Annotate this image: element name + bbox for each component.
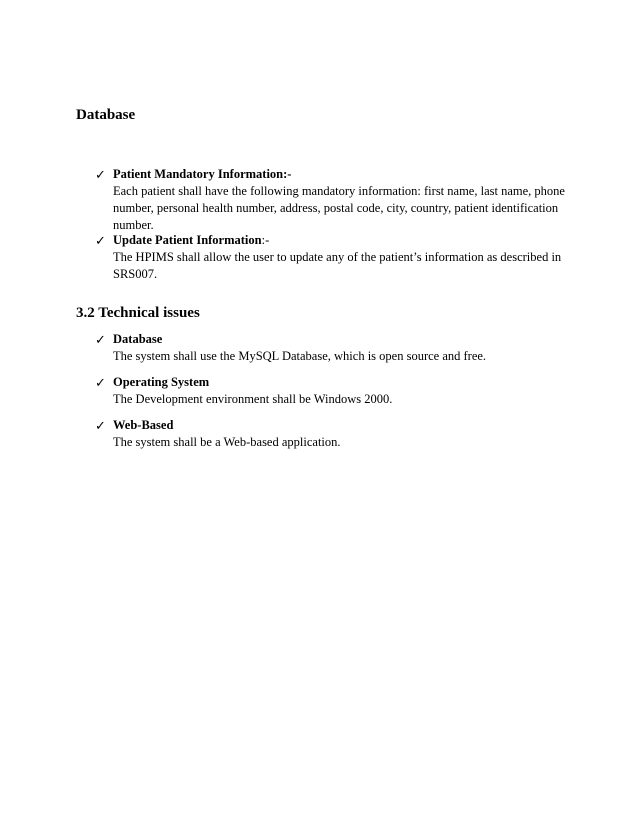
technical-issues-heading: 3.2 Technical issues: [76, 305, 200, 321]
list-item-title-suffix: :-: [261, 233, 270, 247]
list-item-title: Operating System: [113, 375, 210, 389]
checkmark-icon: ✓: [95, 332, 106, 347]
checkmark-icon: ✓: [95, 375, 106, 390]
list-item-description: Each patient shall have the following mandatory information: first name, last name, phone number, personal health number, address, postal code, city, country, patient identification number.: [113, 184, 565, 232]
list-item-body: [113, 331, 575, 365]
list-item-web-based: [95, 417, 575, 451]
list-item-body: [113, 232, 575, 283]
list-item-description: The system shall be a Web-based application.: [113, 435, 341, 449]
list-item-description: The HPIMS shall allow the user to update any of the patient’s information as described in SRS007.: [113, 250, 562, 281]
checkmark-icon: ✓: [95, 167, 106, 182]
list-item-title: Update Patient Information: [113, 233, 262, 247]
checkmark-icon: ✓: [95, 233, 106, 248]
checkmark-icon: ✓: [95, 418, 106, 433]
list-item-operating-system: [95, 374, 575, 408]
list-item-patient-mandatory-information: [95, 166, 575, 234]
database-heading: Database: [76, 107, 136, 123]
list-item-body: [113, 166, 575, 234]
list-item-body: [113, 374, 575, 408]
list-item-title: Database: [113, 332, 163, 346]
list-item-body: [113, 417, 575, 451]
list-item-database: [95, 331, 575, 365]
list-item-title: Web-Based: [113, 418, 174, 432]
list-item-description: The system shall use the MySQL Database, which is open source and free.: [113, 349, 487, 363]
list-item-update-patient-information: [95, 232, 575, 283]
list-item-description: The Development environment shall be Windows 2000.: [113, 392, 393, 406]
list-item-title: Patient Mandatory Information:-: [113, 167, 292, 181]
